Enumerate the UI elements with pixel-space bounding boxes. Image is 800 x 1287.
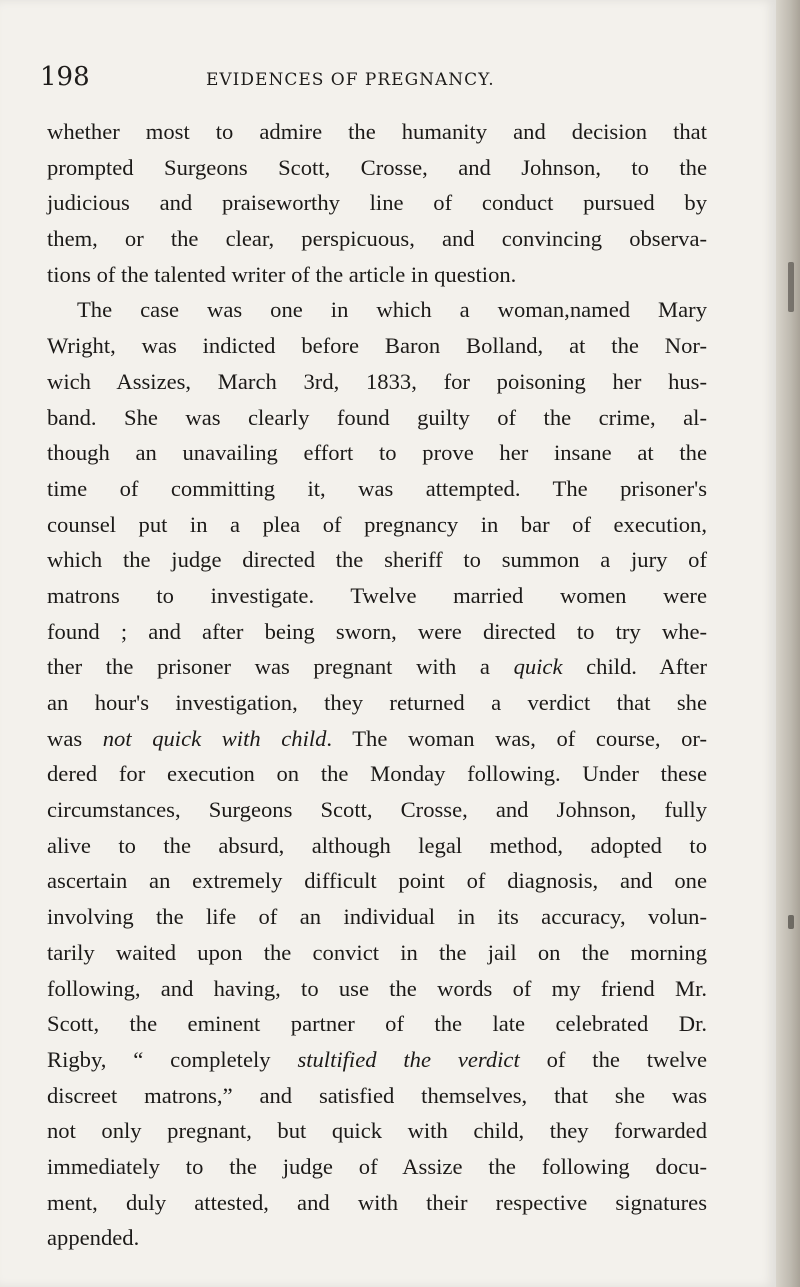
text-line: tarily waited upon the convict in the jail on the morning — [47, 939, 707, 965]
text-segment: Rigby, “ completely — [47, 1046, 298, 1072]
text-line: immediately to the judge of Assize the following docu- — [47, 1153, 707, 1179]
text-line: an hour's investigation, they returned a verdict that she — [47, 690, 707, 715]
text-line: band. She was clearly found guilty of the crime, al- — [47, 404, 707, 430]
text-line: matrons to investigate. Twelve married women were — [47, 582, 707, 608]
page-header — [40, 62, 700, 98]
text-line: time of committing it, was attempted. The prisoner's — [47, 475, 707, 501]
text-segment: was — [47, 725, 103, 751]
text-line: which the judge directed the sheriff to summon a jury of — [47, 547, 707, 573]
text-line: counsel put in a plea of pregnancy in bar of execution, — [47, 511, 707, 537]
text-line: found ; and after being sworn, were directed to try whe- — [47, 618, 707, 644]
text-line: involving the life of an individual in its accuracy, volun- — [47, 904, 707, 930]
text-segment: ther the prisoner was pregnant with a — [47, 654, 514, 680]
text-line — [47, 649, 707, 685]
text-line: wich Assizes, March 3rd, 1833, for poisoning her hus- — [47, 368, 707, 394]
spine-mark — [788, 915, 794, 929]
text-line — [47, 721, 707, 757]
italic-phrase: stultified the verdict — [297, 1046, 520, 1072]
text-line: Wright, was indicted before Baron Bolland, at the Nor- — [47, 333, 707, 359]
text-segment: . The woman was, of course, or- — [326, 725, 707, 751]
text-line: whether most to admire the humanity and decision that — [47, 119, 707, 144]
text-line: discreet matrons,” and satisfied themselves, that she was — [47, 1082, 707, 1108]
text-line: appended. — [47, 1225, 140, 1251]
text-segment: of the twelve — [519, 1046, 707, 1072]
text-line: them, or the clear, perspicuous, and convincing observa- — [47, 226, 707, 252]
text-line: dered for execution on the Monday following. Under these — [47, 761, 707, 787]
running-title: EVIDENCES OF PREGNANCY. — [206, 70, 495, 90]
text-line: prompted Surgeons Scott, Crosse, and Johnson, to the — [47, 154, 707, 180]
text-line: The case was one in which a woman,named Mary — [77, 297, 707, 323]
text-line: circumstances, Surgeons Scott, Crosse, and Johnson, fully — [47, 797, 707, 823]
italic-phrase: not quick with child — [102, 725, 327, 751]
text-line — [47, 1042, 707, 1078]
text-line: not only pregnant, but quick with child, they forwarded — [47, 1118, 707, 1144]
book-spine — [776, 0, 800, 1287]
text-line: following, and having, to use the words of my friend Mr. — [47, 975, 707, 1001]
text-line: though an unavailing effort to prove her insane at the — [47, 440, 707, 466]
text-line: ascertain an extremely difficult point of diagnosis, and one — [47, 868, 707, 894]
spine-mark — [788, 262, 794, 312]
text-line: judicious and praiseworthy line of conduct pursued by — [47, 190, 707, 216]
page-number: 198 — [40, 62, 90, 92]
text-line: alive to the absurd, although legal method, adopted to — [47, 832, 707, 858]
body-text — [47, 114, 707, 1256]
text-line: ment, duly attested, and with their respective signatures — [47, 1189, 707, 1215]
text-line: Scott, the eminent partner of the late celebrated Dr. — [47, 1011, 707, 1037]
text-line: tions of the talented writer of the article in question. — [47, 261, 517, 287]
italic-phrase: quick — [513, 654, 563, 680]
text-segment: child. After — [562, 654, 708, 680]
